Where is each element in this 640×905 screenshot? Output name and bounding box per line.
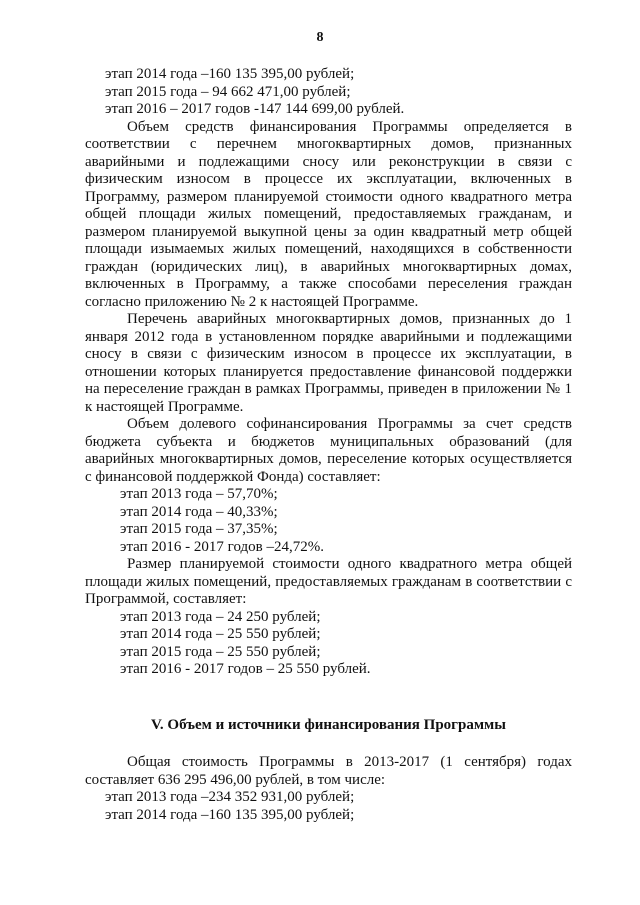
paragraph-total-cost: Общая стоимость Программы в 2013-2017 (1 сентября) годах составляет 636 295 496,00 рублей, в том числе:: [85, 754, 572, 788]
cofinancing-stage: этап 2015 года – 37,35%;: [120, 521, 278, 537]
sqm-stage: этап 2015 года – 25 550 рублей;: [120, 643, 321, 660]
page-number: 8: [316, 30, 324, 45]
cofinancing-stage: этап 2013 года – 57,70%;: [120, 486, 278, 502]
sqm-stage: этап 2016 - 2017 годов – 25 550 рублей.: [120, 661, 371, 677]
paragraph-list-houses: Перечень аварийных многоквартирных домов, признанных до 1 января 2012 года в установленном порядке аварийными и подлежащими сносу в связи с физическим износом в процессе их эксплуатации, в отношении которых планируется предоставление финансовой поддержки на переселение граждан в рамках Программы, приведен в приложении № 1 к настоящей Программе.: [85, 311, 572, 415]
sqm-stage: этап 2013 года – 24 250 рублей;: [120, 608, 321, 625]
stage-line: этап 2016 – 2017 годов -147 144 699,00 рублей.: [105, 101, 405, 117]
paragraph-cofinancing: Объем долевого софинансирования Программы за счет средств бюджета субъекта и бюджетов муниципальных образований (для аварийных многоквартирных домов, переселение которых осуществляется с финансовой поддержкой Фонда) составляет:: [85, 416, 572, 485]
total-stage: этап 2013 года –234 352 931,00 рублей;: [105, 789, 355, 805]
document-body: [85, 66, 572, 824]
paragraph-volume-funds: Объем средств финансирования Программы определяется в соответствии с перечнем многоквартирных домов, признанных аварийными и подлежащими сносу или реконструкции в связи с физическим износом в процессе их эксплуатации, включенных в Программу, размером планируемой стоимости одного квадратного метра общей площади жилых помещений, предоставляемых гражданам, и размером планируемой выкупной цены за один квадратный метр общей площади изымаемых жилых помещений, находящихся в собственности граждан (юридических лиц), в аварийных многоквартирных домах, включенных в Программу, а также способами переселения граждан согласно приложению № 2 к настоящей Программе.: [85, 118, 572, 310]
stage-line: этап 2015 года – 94 662 471,00 рублей;: [105, 83, 351, 100]
paragraph-sqm-cost: Размер планируемой стоимости одного квадратного метра общей площади жилых помещений, предоставляемых гражданам в соответствии с Программой, составляет:: [85, 556, 572, 607]
sqm-stage: этап 2014 года – 25 550 рублей;: [120, 626, 321, 642]
total-stage: этап 2014 года –160 135 395,00 рублей;: [105, 806, 355, 823]
cofinancing-stage: этап 2016 - 2017 годов –24,72%.: [120, 538, 324, 555]
stage-line: этап 2014 года –160 135 395,00 рублей;: [105, 66, 355, 82]
section-heading: V. Объем и источники финансирования Программы: [151, 716, 506, 733]
cofinancing-stage: этап 2014 года – 40,33%;: [120, 503, 278, 520]
